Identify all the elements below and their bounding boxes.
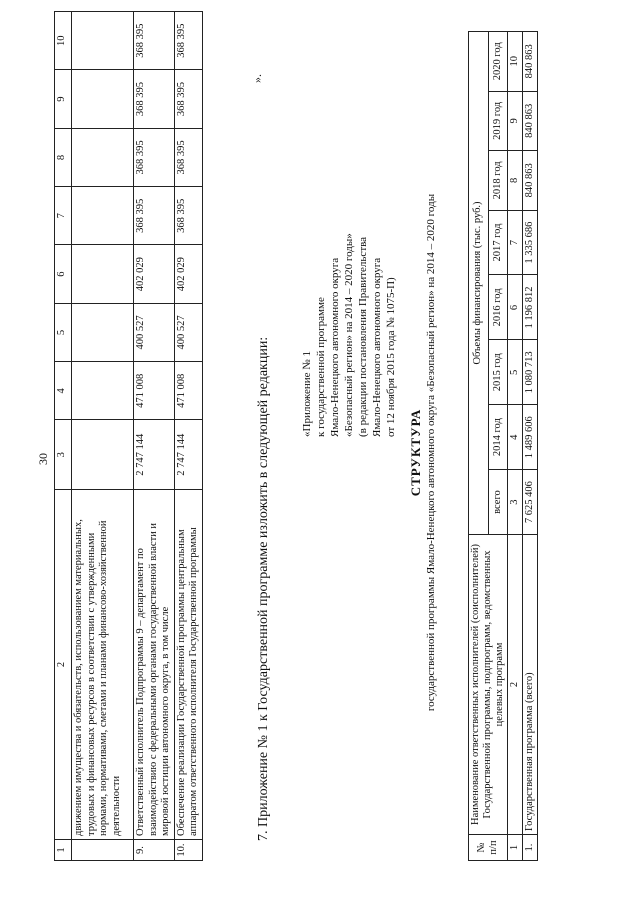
value-cell [72, 70, 134, 128]
value-cell: 840 863 [523, 151, 538, 211]
header-cell-total: всего [488, 470, 508, 535]
appendix-header [300, 197, 398, 437]
header-cell-year: 2014 год [488, 405, 508, 470]
value-cell: 840 863 [523, 32, 538, 92]
header-cell-year: 2016 год [488, 275, 508, 340]
appendix-line: «Приложение № 1 [301, 350, 313, 437]
row-number [72, 840, 134, 861]
header-cell: 2 [55, 490, 72, 840]
value-cell: 7 625 406 [523, 470, 538, 535]
value-cell: 368 395 [174, 12, 202, 70]
header-cell-year: 2020 год [488, 32, 508, 92]
structure-table [468, 31, 538, 861]
value-cell [72, 245, 134, 303]
header-cell: 4 [55, 362, 72, 420]
header-cell: 3 [55, 420, 72, 490]
appendix-line: Ямало-Ненецкого автономного округа [371, 257, 383, 437]
value-cell [72, 420, 134, 490]
index-cell: 7 [508, 210, 523, 275]
value-cell [72, 303, 134, 361]
appendix-line: к государственной программе [315, 297, 327, 437]
value-cell: 471 008 [134, 362, 175, 420]
value-cell: 400 527 [134, 303, 175, 361]
index-cell: 5 [508, 340, 523, 405]
value-cell: 368 395 [134, 70, 175, 128]
header-cell: 5 [55, 303, 72, 361]
value-cell [72, 12, 134, 70]
value-cell: 368 395 [174, 187, 202, 245]
index-cell: 8 [508, 151, 523, 211]
header-cell: 6 [55, 245, 72, 303]
value-cell: 840 863 [523, 91, 538, 151]
value-cell: 368 395 [174, 128, 202, 186]
value-cell: 1 080 713 [523, 340, 538, 405]
header-cell: 8 [55, 128, 72, 186]
appendix-line: «Безопасный регион» на 2014 – 2020 годы» [343, 233, 355, 437]
table-header-row [469, 32, 489, 861]
value-cell: 368 395 [134, 128, 175, 186]
table-row [72, 12, 134, 861]
appendix-line: Ямало-Ненецкого автономного округа [329, 257, 341, 437]
structure-title: СТРУКТУРА [408, 408, 423, 497]
structure-subtitle: государственной программы Ямало-Ненецкого автономного округа «Безопасный регион» на 2014 – 2020 годы [425, 193, 437, 712]
index-cell: 1 [508, 835, 523, 861]
index-row [508, 32, 523, 861]
header-cell-year: 2017 год [488, 210, 508, 275]
table-row [174, 12, 202, 861]
section-heading: 7. Приложение № 1 к Государственной программе изложить в следующей редакции: [256, 336, 271, 841]
value-cell: 1 489 606 [523, 405, 538, 470]
value-cell: 2 747 144 [134, 420, 175, 490]
index-cell: 10 [508, 32, 523, 92]
row-number: 1. [523, 835, 538, 861]
header-cell-name: Наименование ответственных исполнителей (соисполнителей) Государственной программы, подпрограмм, ведомственных целевых программ [469, 535, 508, 835]
index-cell: 2 [508, 535, 523, 835]
value-cell: 368 395 [134, 187, 175, 245]
row-number: 9. [134, 840, 175, 861]
row-description: Ответственный исполнитель Подпрограммы 9 – департамент по взаимодействию с федеральными органами государственной власти и мировой юстиции автономного округа, в том числе [134, 490, 175, 840]
value-cell: 2 747 144 [174, 420, 202, 490]
table-header-row [55, 12, 72, 861]
header-cell: 10 [55, 12, 72, 70]
value-cell: 368 395 [174, 70, 202, 128]
header-cell-number: № п/п [469, 835, 508, 861]
index-cell: 6 [508, 275, 523, 340]
value-cell [72, 128, 134, 186]
value-cell [72, 187, 134, 245]
table-row [523, 32, 538, 861]
value-cell: 368 395 [134, 12, 175, 70]
row-description: Обеспечение реализации Государственной программы центральным аппаратом ответственного исполнителя Государственной программы [174, 490, 202, 840]
index-cell: 3 [508, 470, 523, 535]
value-cell: 402 029 [174, 245, 202, 303]
header-cell-year: 2018 год [488, 151, 508, 211]
header-cell: 1 [55, 840, 72, 861]
value-cell: 471 008 [174, 362, 202, 420]
index-cell: 4 [508, 405, 523, 470]
appendix-line: (в редакции постановления Правительства [357, 236, 369, 437]
value-cell: 1 196 812 [523, 275, 538, 340]
row-description: движением имущества и обязательств, использованием материальных, трудовых и финансовых ресурсов в соответствии с утвержденными нормами, нормативами, сметами и планами финансово-хозяйственной деятельности [72, 490, 134, 840]
value-cell [72, 362, 134, 420]
header-cell-year: 2015 год [488, 340, 508, 405]
header-cell: 9 [55, 70, 72, 128]
value-cell: 402 029 [134, 245, 175, 303]
closing-quote: ». [250, 74, 264, 83]
row-number: 10. [174, 840, 202, 861]
value-cell: 1 335 686 [523, 210, 538, 275]
header-cell: 7 [55, 187, 72, 245]
upper-table [54, 11, 203, 861]
index-cell: 9 [508, 91, 523, 151]
value-cell: 400 527 [174, 303, 202, 361]
header-cell-funding: Объемы финансирования (тыс. руб.) [469, 32, 489, 535]
page-number: 30 [36, 453, 50, 465]
row-name: Государственная программа (всего) [523, 535, 538, 835]
table-row [134, 12, 175, 861]
appendix-line: от 12 ноября 2015 года № 1075-П) [385, 277, 397, 437]
header-cell-year: 2019 год [488, 91, 508, 151]
